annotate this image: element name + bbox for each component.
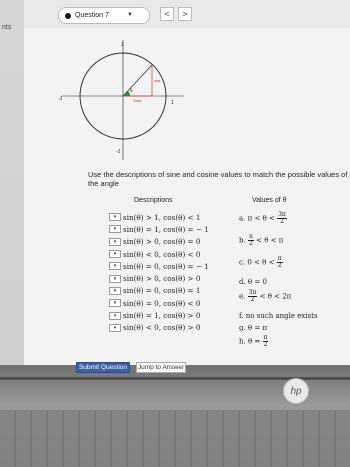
denominator: 2: [280, 218, 284, 225]
values-header: Values of θ: [252, 197, 287, 204]
value-d: d. θ = 0: [239, 278, 267, 286]
description-text: sin(θ) = 1, cos(θ) = − 1: [123, 224, 209, 234]
question-screen: [24, 0, 350, 365]
description-row: [109, 285, 209, 297]
sidebar-text-fragment: nts: [2, 24, 12, 31]
answer-select[interactable]: ▾: [109, 287, 121, 295]
description-row: [109, 297, 209, 309]
answer-select[interactable]: ▾: [109, 275, 121, 283]
description-text: sin(θ) = 0, cos(θ) < 0: [123, 298, 201, 308]
value-b-label: b.: [239, 236, 246, 245]
jump-to-answer-button[interactable]: Jump to Answer: [137, 364, 185, 371]
descriptions-header: Descriptions: [134, 197, 173, 204]
label-left: -1: [58, 96, 63, 102]
description-row: [109, 309, 209, 321]
description-row: [109, 322, 209, 334]
description-row: [109, 211, 209, 223]
answer-select[interactable]: ▾: [109, 213, 121, 221]
fraction: [277, 212, 287, 225]
browser-sidebar-fragment: [0, 0, 24, 365]
label-base: base: [134, 99, 142, 103]
description-row: [109, 223, 209, 235]
answer-select[interactable]: ▾: [109, 312, 121, 320]
description-text: sin(θ) > 0, cos(θ) > 0: [123, 274, 201, 284]
fraction: [263, 335, 269, 348]
denominator: 2: [263, 341, 268, 348]
value-b-text: < θ < π: [256, 236, 284, 245]
numerator: 3π: [278, 211, 286, 218]
answer-select[interactable]: ▾: [109, 299, 121, 307]
label-theta: θ: [130, 88, 133, 93]
numerator: π: [263, 334, 268, 341]
description-text: sin(θ) = 0, cos(θ) = − 1: [123, 261, 209, 271]
numerator: 3π: [248, 289, 257, 296]
value-h: [239, 335, 350, 355]
fraction: [277, 256, 283, 269]
chevron-down-icon[interactable]: ▼: [127, 12, 133, 18]
prev-question-button[interactable]: <: [160, 7, 174, 21]
description-text: sin(θ) > 0, cos(θ) = 0: [123, 237, 201, 247]
hp-logo-icon: hp: [283, 378, 309, 404]
question-toolbar: [24, 0, 350, 28]
value-e-label: e.: [239, 292, 246, 301]
value-a-text: a. π < θ <: [239, 214, 275, 223]
label-right: 1: [171, 100, 174, 106]
answer-select[interactable]: ▾: [109, 225, 121, 233]
instruction-text: Use the descriptions of sine and cosine values to match the possible values of the angle: [88, 170, 348, 188]
value-e: [239, 290, 350, 312]
description-row: [109, 260, 209, 272]
submit-question-button[interactable]: Submit Question: [76, 362, 130, 373]
denominator: 2: [277, 262, 282, 269]
description-text: sin(θ) < 0, cos(θ) < 0: [123, 249, 201, 259]
radius-line: [123, 65, 152, 96]
numerator: π: [277, 255, 282, 262]
label-bottom: -1: [116, 149, 121, 155]
descriptions-list: [109, 211, 209, 334]
answer-select[interactable]: ▾: [109, 262, 121, 270]
answer-select[interactable]: ▾: [109, 250, 121, 258]
value-e-text: < θ < 2π: [259, 292, 292, 301]
values-list: [239, 212, 350, 355]
denominator: 2: [250, 296, 255, 303]
description-text: sin(θ) < 0, cos(θ) > 0: [123, 323, 201, 333]
value-h-text: h. θ =: [239, 337, 261, 346]
numerator: π: [248, 233, 253, 240]
answer-select[interactable]: ▾: [109, 324, 121, 332]
description-text: sin(θ) > 1, cos(θ) < 1: [123, 212, 201, 222]
value-c-text: c. 0 < θ <: [239, 258, 275, 267]
fraction: [248, 234, 254, 247]
description-row: [109, 236, 209, 248]
keyboard-area: [0, 410, 350, 467]
question-label: Question 7: [75, 12, 109, 19]
denominator: 2: [249, 240, 253, 247]
value-b: [239, 234, 350, 256]
question-selector[interactable]: [58, 7, 150, 24]
status-dot-icon: [65, 13, 71, 19]
value-c: [239, 256, 350, 278]
answer-select[interactable]: ▾: [109, 238, 121, 246]
description-text: sin(θ) = 1, cos(θ) > 0: [123, 311, 201, 321]
fraction: [248, 290, 258, 303]
description-row: [109, 272, 209, 284]
description-text: sin(θ) = 0, cos(θ) = 1: [123, 286, 201, 296]
value-f: f. no such angle exists: [239, 312, 318, 320]
label-top: 1: [121, 42, 124, 48]
unit-circle-diagram: [58, 38, 188, 163]
label-side: side: [154, 79, 161, 83]
value-a: [239, 212, 350, 234]
next-question-button[interactable]: >: [178, 7, 192, 21]
description-row: [109, 248, 209, 260]
value-g: g. θ = π: [239, 324, 268, 332]
